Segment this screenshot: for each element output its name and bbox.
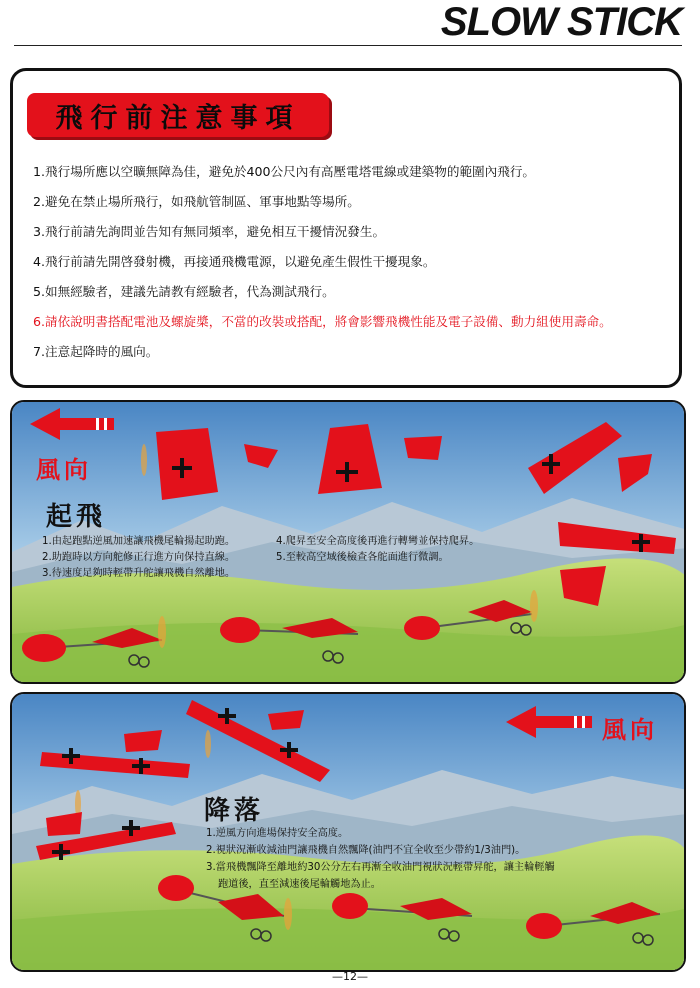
takeoff-panel bbox=[10, 400, 686, 684]
takeoff-step: 5.至較高空域後檢查各舵面進行微調。 bbox=[276, 552, 449, 563]
header-divider bbox=[14, 45, 682, 46]
landing-step: 2.視狀況漸收減油門讓飛機自然飄降(油門不宜全收至少帶約1/3油門)。 bbox=[206, 845, 526, 856]
rule-item: 1.飛行場所應以空曠無障為佳，避免於400公尺內有高壓電塔電線或建築物的範圍內飛行。 bbox=[33, 164, 536, 179]
landing-step: 1.逆風方向進場保持安全高度。 bbox=[206, 828, 349, 839]
preflight-notice-box bbox=[10, 68, 682, 388]
rule-item-warning: 6.請依說明書搭配電池及螺旋槳，不當的改裝或搭配，將會影響飛機性能及電子設備、動力組使用壽命。 bbox=[33, 314, 612, 329]
brand-title: SLOW STICK bbox=[440, 0, 682, 44]
takeoff-title: 起飛 bbox=[46, 502, 107, 532]
page-number: —12— bbox=[332, 970, 368, 983]
rule-item: 7.注意起降時的風向。 bbox=[33, 344, 159, 359]
landing-illustration bbox=[12, 694, 686, 972]
notice-title: 飛行前注意事項 bbox=[55, 102, 301, 134]
rule-item: 3.飛行前請先詢問並告知有無同頻率，避免相互干擾情況發生。 bbox=[33, 224, 386, 239]
takeoff-step: 1.由起跑點逆風加速讓飛機尾輪揚起助跑。 bbox=[42, 536, 236, 547]
rule-item: 5.如無經驗者，建議先請教有經驗者，代為測試飛行。 bbox=[33, 284, 335, 299]
takeoff-step: 2.助跑時以方向舵修正行進方向保持直線。 bbox=[42, 552, 236, 563]
landing-title: 降落 bbox=[204, 796, 265, 826]
landing-step: 3.當飛機飄降至離地約30公分左右再漸全收油門視狀況輕帶昇舵，讓主輪輕觸 bbox=[206, 862, 555, 873]
rule-item: 2.避免在禁止場所飛行，如飛航管制區、軍事地點等場所。 bbox=[33, 194, 360, 209]
rule-list bbox=[33, 163, 683, 373]
landing-panel bbox=[10, 692, 686, 972]
takeoff-step: 3.待速度足夠時輕帶升舵讓飛機自然離地。 bbox=[42, 568, 236, 579]
notice-title-banner bbox=[27, 93, 329, 137]
wind-direction-label: 風向 bbox=[602, 715, 658, 744]
rule-item: 4.飛行前請先開啓發射機，再接通飛機電源，以避免產生假性干擾現象。 bbox=[33, 254, 436, 269]
landing-step: 跑道後，直至減速後尾輪觸地為止。 bbox=[218, 879, 381, 890]
takeoff-step: 4.爬昇至安全高度後再進行轉彎並保持爬昇。 bbox=[276, 536, 480, 547]
wind-direction-label: 風向 bbox=[36, 455, 92, 484]
